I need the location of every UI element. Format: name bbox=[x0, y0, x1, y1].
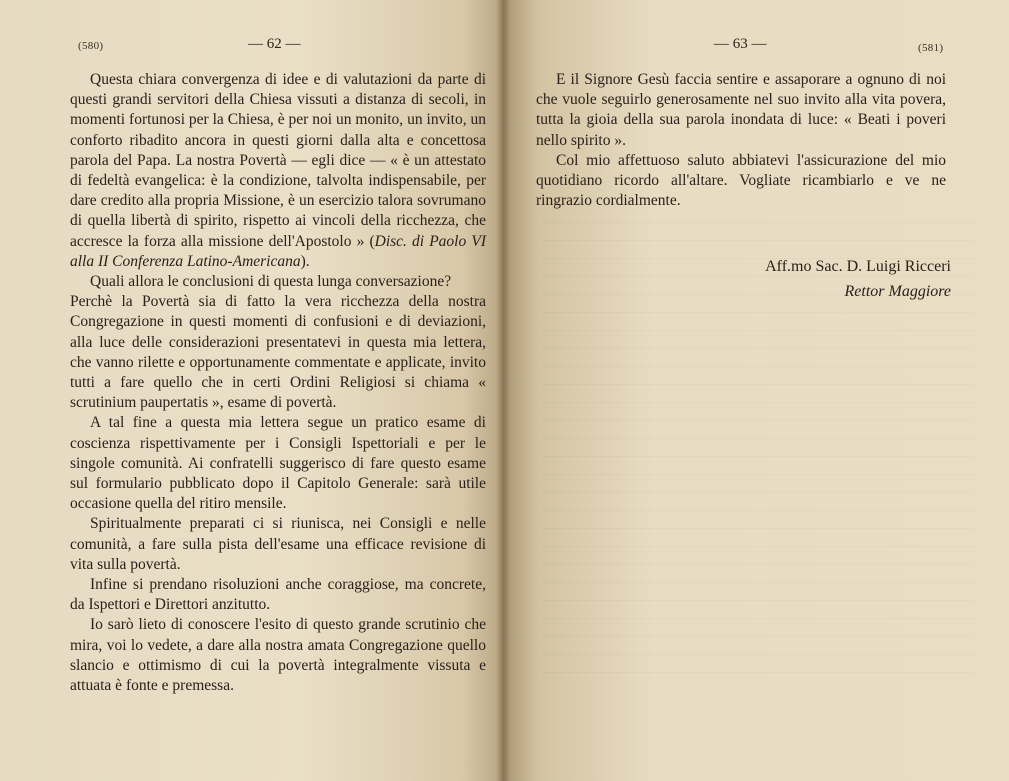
paragraph bbox=[70, 70, 486, 272]
book-gutter bbox=[496, 0, 510, 781]
paragraph: E il Signore Gesù faccia sentire e assaporare a ognuno di noi che vuole seguirlo generosamente nel suo invito alla vita povera, tutta la gioia della sua parola inondata di luce: « Beati i poveri nello spirito ». bbox=[536, 71, 946, 149]
paragraph: Perchè la Povertà sia di fatto la vera ricchezza della nostra Congregazione in questi momenti di confusioni e di deviazioni, alla luce delle considerazioni presentatevi in questa mia lettera, che vanno rilette e opportunamente commentate e applicate, invito tutti a fare quello che in certi Ordini Religiosi si chiama « scrutinium paupertatis », esame di povertà. bbox=[70, 293, 486, 412]
right-page-number: — 63 — bbox=[714, 36, 767, 52]
left-body-text bbox=[70, 70, 486, 696]
right-page bbox=[503, 0, 1009, 781]
paragraph: Quali allora le conclusioni di questa lunga conversazione? bbox=[90, 273, 452, 291]
left-page-number: — 62 — bbox=[248, 36, 301, 52]
paragraph: A tal fine a questa mia lettera segue un pratico esame di coscienza rispettivamente per i Consigli Ispettoriali e per le singole comunità. Ai confratelli suggerisco di fare questo esame sul formulario pubblicato dopo il Capitolo Generale: sarà utile occasione quella del ritiro mensile. bbox=[70, 414, 486, 513]
right-body-text bbox=[536, 70, 946, 211]
paragraph: Col mio affettuoso saluto abbiatevi l'assicurazione del mio quotidiano ricordo all'altare. Vogliate ricambiarlo e ve ne ringrazio cordialmente. bbox=[536, 151, 946, 210]
left-folio: (580) bbox=[78, 40, 104, 52]
right-folio: (581) bbox=[918, 42, 944, 54]
paragraph: Infine si prendano risoluzioni anche coraggiose, ma concrete, da Ispettori e Direttori anzitutto. bbox=[70, 576, 486, 614]
signature-name: Aff.mo Sac. D. Luigi Ricceri bbox=[765, 258, 951, 275]
paragraph: Io sarò lieto di conoscere l'esito di questo grande scrutinio che mira, voi lo vedete, a dare alla nostra amata Congregazione quello slancio e ottimismo di cui la povertà integralmente vissuta e attuata è fonte e premessa. bbox=[70, 616, 486, 695]
left-page bbox=[0, 0, 503, 781]
paragraph: Spiritualmente preparati ci si riunisca, nei Consigli e nelle comunità, a fare sulla pista dell'esame una efficace revisione di vita sulla povertà. bbox=[70, 515, 486, 573]
citation: Disc. di Paolo VI alla II Conferenza Latino-Americana bbox=[70, 232, 486, 270]
citation-close: ). bbox=[300, 252, 310, 270]
signature-title: Rettor Maggiore bbox=[844, 283, 951, 300]
paragraph-text: Questa chiara convergenza di idee e di valutazioni da parte di questi grandi servitori della Chiesa vissuti a distanza di secoli, in momenti fortunosi per la Chiesa, è per noi un monito, un invito, un conforto ribadito ancora in questi giorni dalla alta e concettosa parola del Papa. La nostra Povertà — egli dice — « è un attestato di fedeltà evangelica: è la condizione, talvolta indispensabile, per dare credito alla propria Missione, è un esercizio talora sovrumano di quella libertà di spirito, rispetto ai vincoli della ricchezza, che accresce la forza alla missione dell'Apostolo » ( bbox=[70, 71, 486, 250]
